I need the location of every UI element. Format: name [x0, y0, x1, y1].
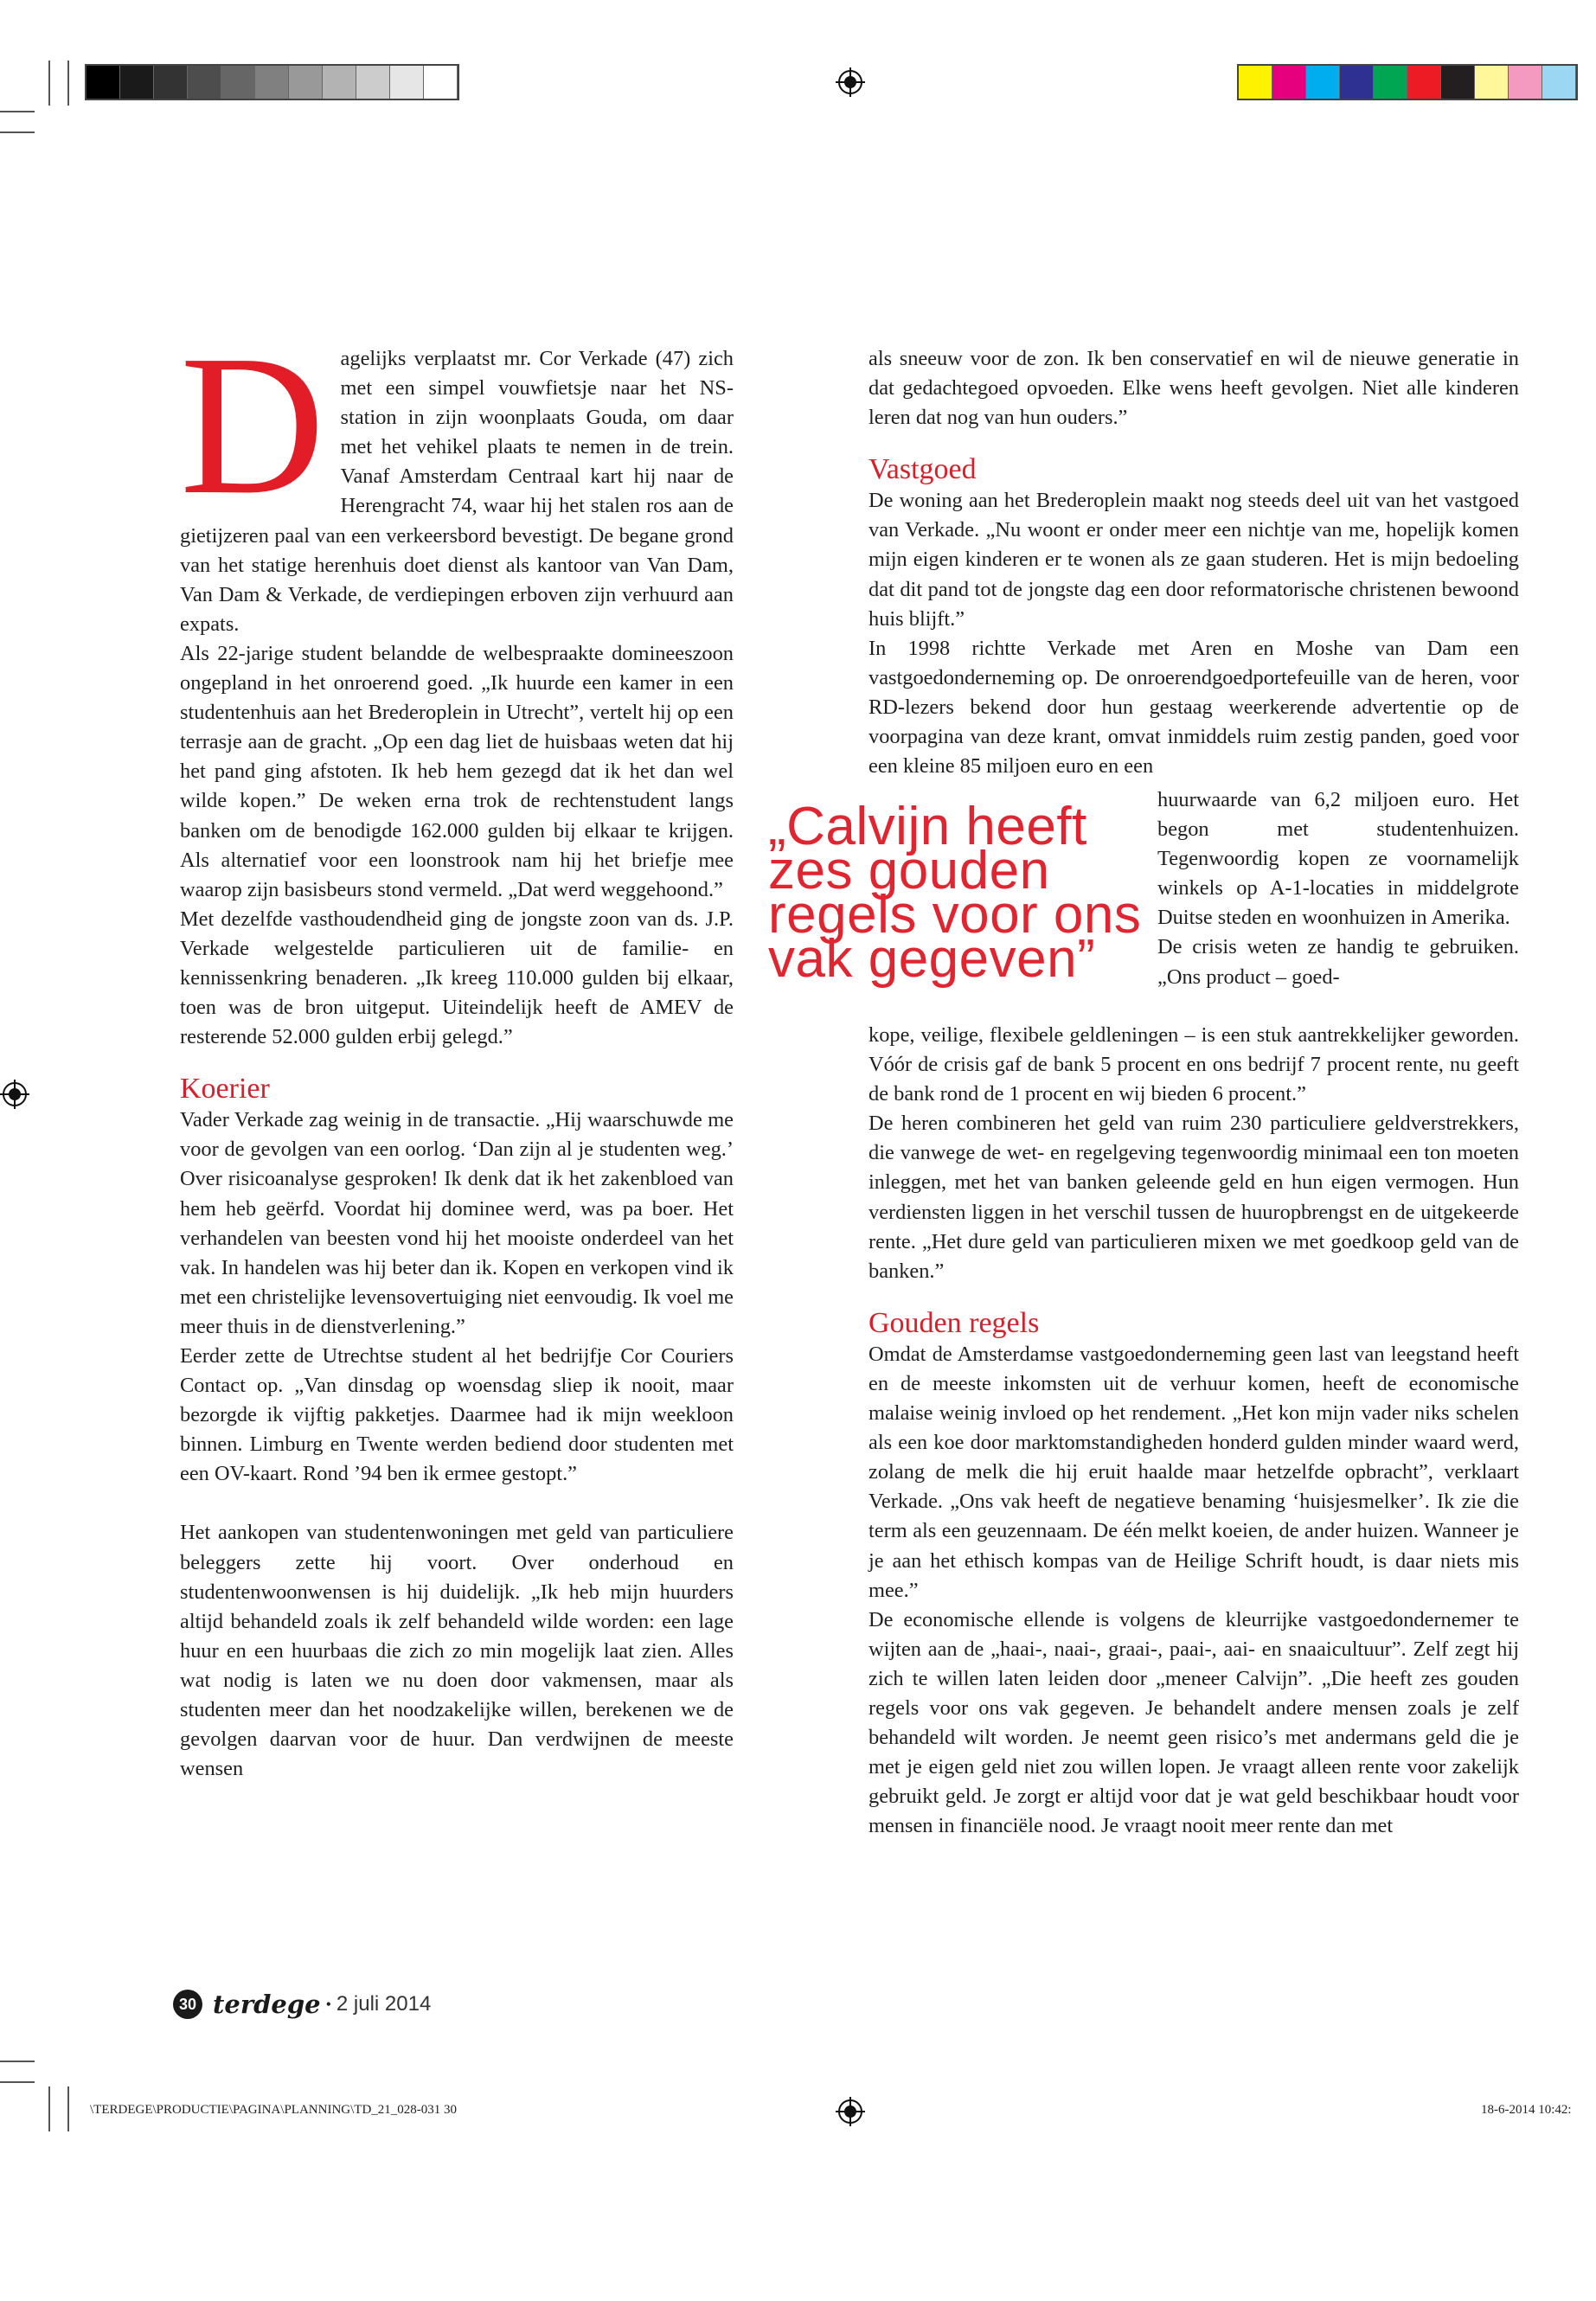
drop-cap: D: [180, 314, 325, 536]
color-swatch: [289, 66, 323, 99]
body-paragraph: Omdat de Amsterdamse vastgoedonderneming geen last van leegstand heeft en de meeste inkomsten uit de verhuur komen, heeft de economische malaise weinig invloed op het rendement. „Het kon mijn vader niks schelen als een koe door marktomstandigheden honderd gulden minder waard werd, zolang de melk die hij eruit haalde maar hetzelfde opbracht”, verklaart Verkade. „Ons vak heeft de negatieve benaming ‘huisjesmelker’. Ik zie die term als een geuzennaam. De één melkt koeien, de ander huizen. Wanneer je je aan het ethisch kompas van de Heilige Schrift houdt, is daar niets mis mee.”: [869, 1342, 1519, 1602]
color-swatch: [356, 66, 390, 99]
crop-mark: [67, 61, 69, 106]
body-paragraph: De heren combineren het geld van ruim 230 particuliere geldverstrekkers, die vanwege de wet- en regelgeving tegenwoordig minimaal een ton moeten inleggen, met het van banken geleende geld en hun eigen vermogen. Hun verdiensten liggen in het verschil tussen de huuropbrengst en de uitgekeerde rente. „Het dure geld van particulieren mixen we met goedkoop geld van de banken.”: [869, 1112, 1519, 1283]
color-swatch: [255, 66, 289, 99]
pull-quote: „Calvijn heeft zes gouden regels voor ons vak gegeven”: [768, 797, 1142, 989]
issue-date: 2 juli 2014: [336, 1992, 432, 2016]
section-heading: Gouden regels: [869, 1306, 1040, 1339]
color-swatch: [323, 66, 356, 99]
body-paragraph: Het aankopen van studentenwoningen met geld van particuliere beleggers zette hij voort. Over onderhoud en studentenwoonwensen is hij duidelijk. „Ik heb mijn huurders altijd behandeld zoals ik zelf behandeld wilde worden: een lage huur en een huurbaas die zich zo min mogelijk laat zien. Alles wat nodig is laten we nu doen door vakmensen, maar als studenten meer dan het noodzakelijke willen, berekenen we de gevolgen daarvan voor de huur. Dan verdwijnen de meeste wensen: [180, 1521, 734, 1781]
color-swatch: [1340, 66, 1374, 99]
body-paragraph: Als 22-jarige student belandde de welbespraakte domineeszoon ongepland in het onroerend goed. „Ik huurde een kamer in een studentenhuis aan het Brederoplein in Utrecht”, vertelt hij op een terrasje aan de gracht. „Op een dag liet de huisbaas weten dat hij het pand ging afstoten. Ik heb hem gezegd dat ik het dan wel wilde kopen.” De weken erna trok de rechtenstudent langs banken om de benodigde 162.000 gulden bij elkaar te krijgen. Als alternatief voor een loonstrook nam hij het briefje mee waarop zijn basisbeurs stond vermeld. „Dat werd weggehoond.”: [180, 641, 734, 901]
grayscale-color-bar: [85, 64, 459, 100]
left-text-column: [180, 314, 734, 1784]
registration-mark-icon: [836, 67, 865, 97]
color-swatch: [390, 66, 424, 99]
body-paragraph: Vader Verkade zag weinig in de transactie. „Hij waarschuwde me voor de gevolgen van een oorlog. ‘Dan zijn al je studenten weg.’ Over risicoanalyse gesproken! Ik denk dat ik het zakenbloed van hem heb geërfd. Voordat hij dominee werd, was pa boer. Het verhandelen van beesten vond hij het mooiste onderdeel van het vak. In handelen was hij beter dan ik. Kopen en verkopen vind ik met een christelijke levensovertuiging niet eenvoudig. Ik voel me meer thuis in de dienstverlening.”: [180, 1108, 734, 1338]
color-swatch: [1374, 66, 1407, 99]
magazine-logo: terdege: [213, 1990, 321, 2019]
color-swatch: [120, 66, 154, 99]
section-heading: Vastgoed: [869, 453, 977, 486]
color-swatch: [1441, 66, 1475, 99]
color-swatch: [1542, 66, 1576, 99]
page-number: 30: [173, 1990, 202, 2019]
slug-date: 18-6-2014 10:42:: [1481, 2103, 1572, 2117]
color-swatch: [1239, 66, 1272, 99]
slug-file-path: \TERDEGE\PRODUCTIE\PAGINA\PLANNING\TD_21_028-031 30: [90, 2103, 458, 2117]
intro-paragraph: agelijks verplaatst mr. Cor Verkade (47) zich met een simpel vouwfietsje naar het NS-station in zijn woonplaats Gouda, om daar met het vehikel plaats te nemen in de trein. Vanaf Amsterdam Centraal kart hij naar de Herengracht 74, waar hij het stalen ros aan de gietijzeren paal van een verkeersbord bevestigt. De begane grond van het statige herenhuis doet dienst als kantoor van Van Dam, Van Dam & Verkade, de verdiepingen erboven zijn verhuurd aan expats.: [180, 347, 734, 636]
color-swatch: [1407, 66, 1441, 99]
color-swatch: [424, 66, 458, 99]
crop-mark: [48, 61, 50, 106]
body-paragraph: De crisis weten ze handig te gebruiken. „Ons product – goed-: [1157, 935, 1519, 989]
process-color-bar: [1237, 64, 1578, 100]
crop-mark: [0, 131, 35, 133]
color-swatch: [87, 66, 120, 99]
right-text-column-bottom: [869, 1021, 1519, 1841]
separator-bullet: •: [325, 1995, 331, 2013]
body-paragraph: In 1998 richtte Verkade met Aren en Moshe van Dam een vastgoedonderneming op. De onroerendgoedportefeuille van de heren, voor RD-lezers bekend door hun gestaag weerkerende advertentie op de voorpagina van deze krant, omvat inmiddels ruim zestig panden, goed voor een kleine 85 miljoen euro en een: [869, 636, 1519, 779]
body-paragraph: De woning aan het Brederoplein maakt nog steeds deel uit van het vastgoed van Verkade. „Nu woont er onder meer een nichtje van me, hopelijk komen mijn eigen kinderen er te wonen als ze gaan studeren. Het is mijn bedoeling dat dit pand tot de jongste dag een door reformatorische christenen bewoond huis blijft.”: [869, 489, 1519, 631]
crop-mark: [48, 2086, 50, 2131]
registration-mark-icon: [836, 2097, 865, 2126]
body-paragraph: kope, veilige, flexibele geldleningen – is een stuk aantrekkelijker geworden. Vóór de crisis gaf de bank 5 procent en ons bedrijf 7 procent rente, nu geeft de bank rond de 1 procent en wij bieden 6 procent.”: [869, 1023, 1519, 1106]
color-swatch: [1272, 66, 1306, 99]
body-paragraph: Eerder zette de Utrechtse student al het bedrijfje Cor Couriers Contact op. „Van dinsdag op woensdag sliep ik nooit, maar bezorgde ik vijftig pakketjes. Daarmee had ik mijn weekloon binnen. Limburg en Twente werden bediend door studenten met een OV-kaart. Rond ’94 ben ik ermee gestopt.”: [180, 1344, 734, 1486]
color-swatch: [1475, 66, 1509, 99]
body-paragraph: als sneeuw voor de zon. Ik ben conservatief en wil de nieuwe generatie in dat gedachtegoed opvoeden. Elke wens heeft gevolgen. Niet alle kinderen leren dat nog van hun ouders.”: [869, 347, 1519, 430]
page-footer: [173, 1990, 431, 2019]
color-swatch: [188, 66, 221, 99]
crop-mark: [0, 111, 35, 112]
registration-mark-icon: [0, 1080, 29, 1109]
right-text-column-top: [869, 344, 1519, 781]
right-text-column-narrow: [1157, 785, 1519, 992]
body-paragraph: De economische ellende is volgens de kleurrijke vastgoedondernemer te wijten aan de „haai-, naai-, graai-, paai-, aai- en snaaicultuur”. Zelf zegt hij zich te willen laten leiden door „meneer Calvijn”. „Die heeft zes gouden regels voor ons vak gegeven. Je behandelt andere mensen zoals je zelf behandeld wilt worden. Je neemt geen risico’s met andermans geld die je met je eigen geld niet zou willen lopen. Je vraagt alleen rente voor zakelijk gebruikt geld. Je zorgt er altijd voor dat je wat geld beschikbaar houdt voor mensen in financiële nood. Je vraagt nooit meer rente dan met: [869, 1607, 1519, 1838]
color-swatch: [154, 66, 188, 99]
body-paragraph: Met dezelfde vasthoudendheid ging de jongste zoon van ds. J.P. Verkade welgestelde particulieren uit de familie- en kennissenkring benaderen. „Ik kreeg 110.000 gulden bij elkaar, toen was de bron uitgeput. Uiteindelijk heeft de AMEV de resterende 52.000 gulden erbij gelegd.”: [180, 907, 734, 1049]
color-swatch: [1306, 66, 1340, 99]
color-swatch: [1509, 66, 1542, 99]
crop-mark: [0, 2061, 35, 2062]
section-heading: Koerier: [180, 1073, 270, 1106]
crop-mark: [0, 2081, 35, 2083]
crop-mark: [67, 2086, 69, 2131]
color-swatch: [221, 66, 255, 99]
body-paragraph: huurwaarde van 6,2 miljoen euro. Het begon met studentenhuizen. Tegenwoordig kopen ze voornamelijk winkels op A-1-locaties in middelgrote Duitse steden en woonhuizen in Amerika.: [1157, 788, 1519, 930]
